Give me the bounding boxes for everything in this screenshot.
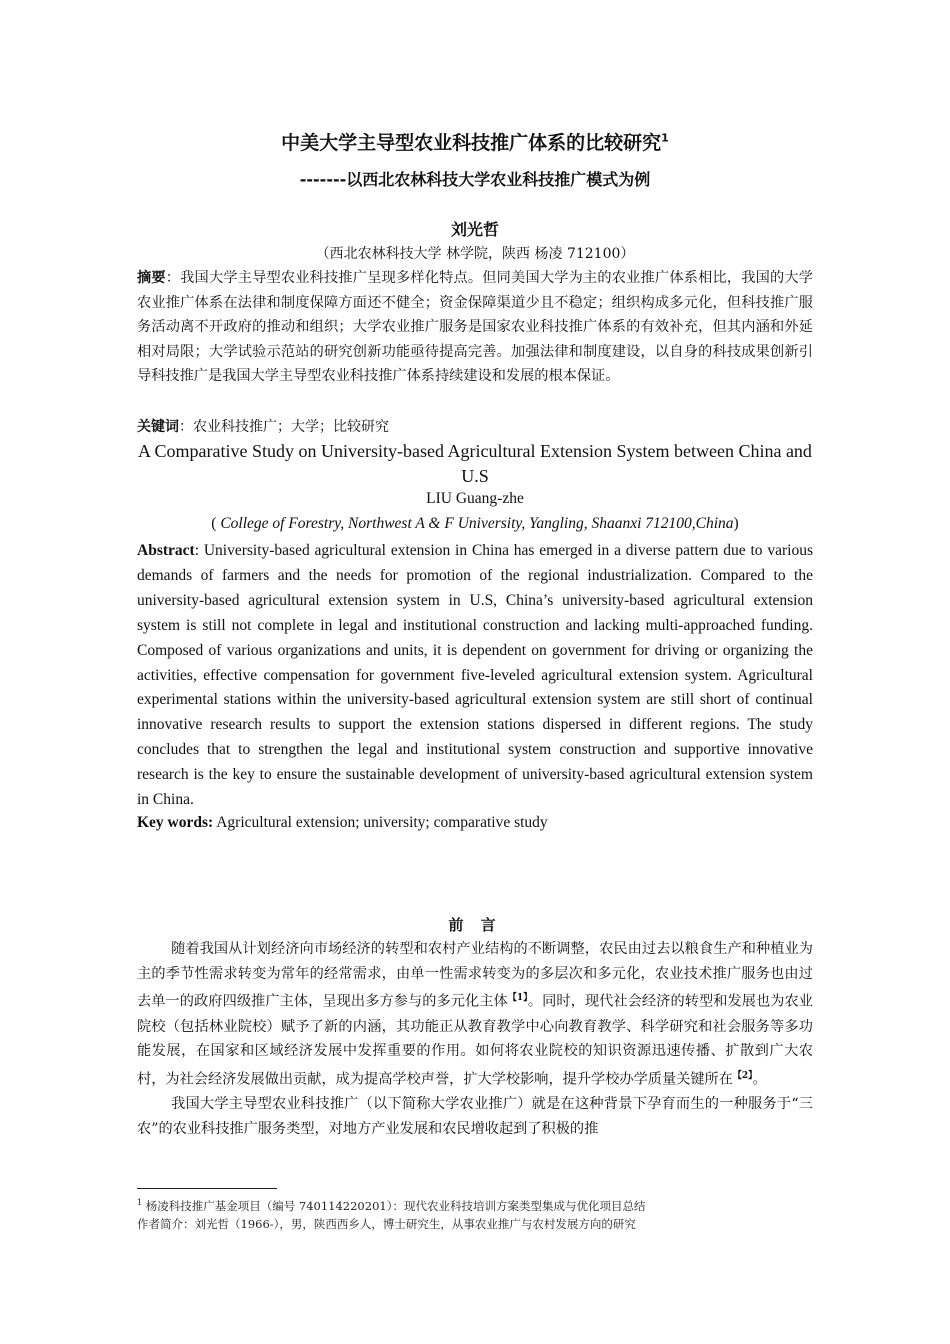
english-affiliation-text: College of Forestry, Northwest A & F University, Yangling, Shaanxi 712100,China bbox=[220, 515, 734, 532]
abstract-cn-label: 摘要 bbox=[137, 270, 166, 286]
affil-close-paren: ) bbox=[733, 515, 739, 532]
keywords-en-text: Agricultural extension; university; comparative study bbox=[213, 814, 548, 831]
english-title: A Comparative Study on University-based Agricultural Extension System between China and U.S bbox=[138, 441, 812, 486]
footnotes bbox=[137, 1194, 813, 1233]
paragraph: 我国大学主导型农业科技推广（以下简称大学农业推广）就是在这种背景下孕育而生的一种服务于“三农”的农业科技推广服务类型，对地方产业发展和农民增收起到了积极的推 bbox=[137, 1096, 813, 1137]
paper-title bbox=[137, 128, 813, 155]
abstract-en-label: Abstract bbox=[137, 542, 195, 559]
title-footnote-mark: 1 bbox=[661, 131, 669, 145]
paragraph: 随着我国从计划经济向市场经济的转型和农村产业结构的不断调整，农民由过去以粮食生产和种植业为主的季节性需求转变为常年的经常需求，由单一性需求转变为的多层次和多元化，农业技术推广服务也由过去单一的政府四级推广主体，呈现出多方参与的多元化主体$^{【1】}$。同时，现代社会经济的转型和发展也为农业院校（包括林业院校）赋予了新的内涵，其功能正从教育教学中心向教育教学、科学研究和社会服务等多功能发展，在国家和区域经济发展中发挥重要的作用。如何将农业院校的知识资源迅速传播、扩散到广大农村，为社会经济发展做出贡献，成为提高学校声誉，扩大学校影响，提升学校办学质量关键所在$^{【2】}$。 bbox=[137, 941, 813, 1088]
keywords-cn-text: ：农业科技推广；大学；比较研究 bbox=[179, 419, 389, 435]
english-affiliation bbox=[137, 515, 813, 533]
body-text bbox=[137, 937, 813, 1141]
abstract-chinese bbox=[137, 266, 813, 389]
section-heading-preface: 前 言 bbox=[448, 916, 502, 934]
affil-open-paren: ( bbox=[211, 515, 221, 532]
citation-ref-2: 【2】 bbox=[732, 1070, 753, 1081]
footnote-funding: $^1$ 杨凌科技推广基金项目（编号 740114220201）：现代农业科技培训方案类型集成与优化项目总结 bbox=[137, 1198, 646, 1213]
footnote-author-bio: 作者简介：刘光哲（1966-），男，陕西西乡人，博士研究生，从事农业推广与农村发展方向的研究 bbox=[137, 1216, 636, 1231]
keywords-english bbox=[137, 814, 813, 832]
abstract-cn-text: ：我国大学主导型农业科技推广呈现多样化特点。但同美国大学为主的农业推广体系相比，我国的大学农业推广体系在法律和制度保障方面还不健全；资金保障渠道少且不稳定；组织构成多元化，但科技推广服务活动离不开政府的推动和组织；大学农业推广服务是国家农业科技推广体系的有效补充，但其内涵和外延相对局限；大学试验示范站的研究创新功能亟待提高完善。加强法律和制度建设，以自身的科技成果创新引导科技推广是我国大学主导型农业科技推广体系持续建设和发展的根本保证。 bbox=[137, 270, 813, 384]
title-text: 中美大学主导型农业科技推广体系的比较研究 bbox=[281, 132, 662, 154]
abstract-english bbox=[137, 539, 813, 813]
keywords-chinese bbox=[137, 415, 813, 439]
keywords-cn-label: 关键词 bbox=[137, 419, 179, 435]
footnote-divider bbox=[137, 1188, 277, 1189]
paper-subtitle: -------以西北农林科技大学农业科技推广模式为例 bbox=[299, 170, 651, 189]
footnote-mark: 1 bbox=[137, 1198, 143, 1207]
abstract-en-text: : University-based agricultural extension in China has emerged in a diverse pattern due to various demands of farmers and the needs for promotion of the regional industrialization. Compared to the university-based agricultural extension system in U.S, China’s university-based agricultural extension system is still not complete in legal and institutional construction and lacking multi-approached funding. Composed of various organizations and units, it is dependent on government for driving or organizing the activities, effective compensation for government five-leveled agricultural extension system. Agricultural experimental stations within the university-based agricultural extension system are still short of continual innovative research results to support the extension stations dispersed in different regions. The study concludes that to strengthen the legal and institutional system construction and supportive innovative research is the key to ensure the sustainable development of university-based agricultural extension system in China. bbox=[137, 542, 813, 809]
citation-ref-1: 【1】 bbox=[507, 993, 528, 1004]
author-affiliation: （西北农林科技大学 林学院，陕西 杨凌 712100） bbox=[315, 246, 635, 262]
keywords-en-label: Key words: bbox=[137, 814, 214, 831]
author-name: 刘光哲 bbox=[450, 220, 499, 239]
english-author: LIU Guang-zhe bbox=[426, 490, 524, 507]
